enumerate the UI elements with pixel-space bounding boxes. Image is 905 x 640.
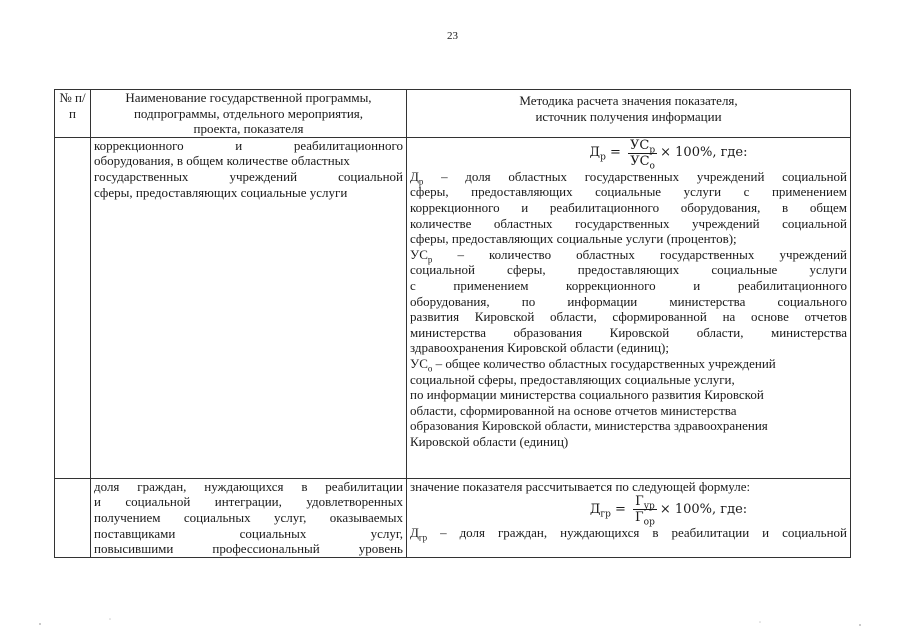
indicator-name-line: доля граждан, нуждающихся в реабилитации xyxy=(94,478,403,494)
header-number-label: № п/п xyxy=(59,90,86,121)
equals-sign: = xyxy=(610,502,631,518)
formula-tail: × 100%, где: xyxy=(660,145,748,161)
table-header-row xyxy=(55,90,851,138)
header-name-line: проекта, показателя xyxy=(193,121,304,137)
table-row xyxy=(55,137,851,478)
method-cell xyxy=(407,137,851,478)
indicator-name-cell xyxy=(91,478,407,557)
indicator-name-line: поставщиками социальных услуг, xyxy=(94,525,403,541)
header-name-line: Наименование государственной программы, xyxy=(125,90,372,105)
indicator-name-line: получением социальных услуг, оказываемых xyxy=(94,509,403,525)
indicator-name-line: коррекционного и реабилитационного xyxy=(94,137,403,153)
formula-tail: × 100%, где: xyxy=(659,502,748,518)
method-cell xyxy=(407,478,851,557)
scan-noise-dots xyxy=(0,610,905,630)
methodology-table xyxy=(54,89,851,558)
definition-dgr: $Д_{гр}$ – доля граждан, нуждающихся в реабилитации и социальной xyxy=(410,525,847,543)
formula xyxy=(410,137,847,172)
formula-lhs: $Д_{гр}$ xyxy=(589,502,611,520)
formula-lhs: $Д_р$ xyxy=(589,145,606,164)
header-method-line: источник получения информации xyxy=(535,108,722,124)
formula-fraction xyxy=(633,494,657,528)
indicator-name-line: сферы, предоставляющих социальные услуги xyxy=(94,184,348,200)
header-name-col xyxy=(91,90,407,138)
header-method-line: Методика расчета значения показателя, xyxy=(519,93,738,108)
header-name-line: подпрограммы, отдельного мероприятия, xyxy=(133,105,364,121)
header-number-col xyxy=(55,90,91,138)
row-number-cell xyxy=(55,137,91,478)
indicator-name-line: оборудования, в общем количестве областных xyxy=(94,153,350,169)
equals-sign: = xyxy=(605,145,626,161)
formula-fraction xyxy=(628,137,657,172)
formula-numerator: $Г_{ур}$ xyxy=(635,494,655,512)
formula-denominator: $УС_о$ xyxy=(630,153,655,172)
formula-denominator: $Г_{ор}$ xyxy=(635,510,655,528)
page-number: 23 xyxy=(447,30,458,42)
row-number-cell xyxy=(55,478,91,557)
indicator-name-line: и социальной интеграции, удовлетворенных xyxy=(94,494,403,510)
indicator-name-cell xyxy=(91,137,407,478)
definition-usr: $УС_р$ – количество областных государственных учреждений социальной сферы, предоставляющих социальные услуги с применением коррекционного и реабилитационного оборудования, по информации министерства социального развития Кировской области, сформированной на основе отчетов министерства образования Кировской области, министерства здравоохранения Кировской области (единиц); xyxy=(410,246,847,356)
definition-dr: $Д_р$ – доля областных государственных учреждений социальной сферы, предоставляющих социальные услуги с применением коррекционного и реабилитационного оборудования, в общем количестве областных государственных учреждений социальной сферы, предоставляющих социальные услуги (процентов); xyxy=(410,168,847,247)
indicator-name-line: государственных учреждений социальной xyxy=(94,168,403,184)
header-method-col xyxy=(407,90,851,138)
formula-numerator: $УС_р$ xyxy=(630,137,656,156)
indicator-name-line: повысившими профессиональный уровень xyxy=(94,541,403,557)
formula-intro: значение показателя рассчитывается по следующей формуле: xyxy=(410,478,751,494)
formula xyxy=(410,494,847,528)
table-row xyxy=(55,478,851,557)
definition-uso: $УС_о$ – общее количество областных государственных учреждений социальной сферы, предоставляющих социальные услуги, по информации министерства социального развития Кировской области, сформированной на основе отчетов министерства образования Кировской области, министерства здравоохранения Кировской области (единиц) xyxy=(410,355,776,449)
